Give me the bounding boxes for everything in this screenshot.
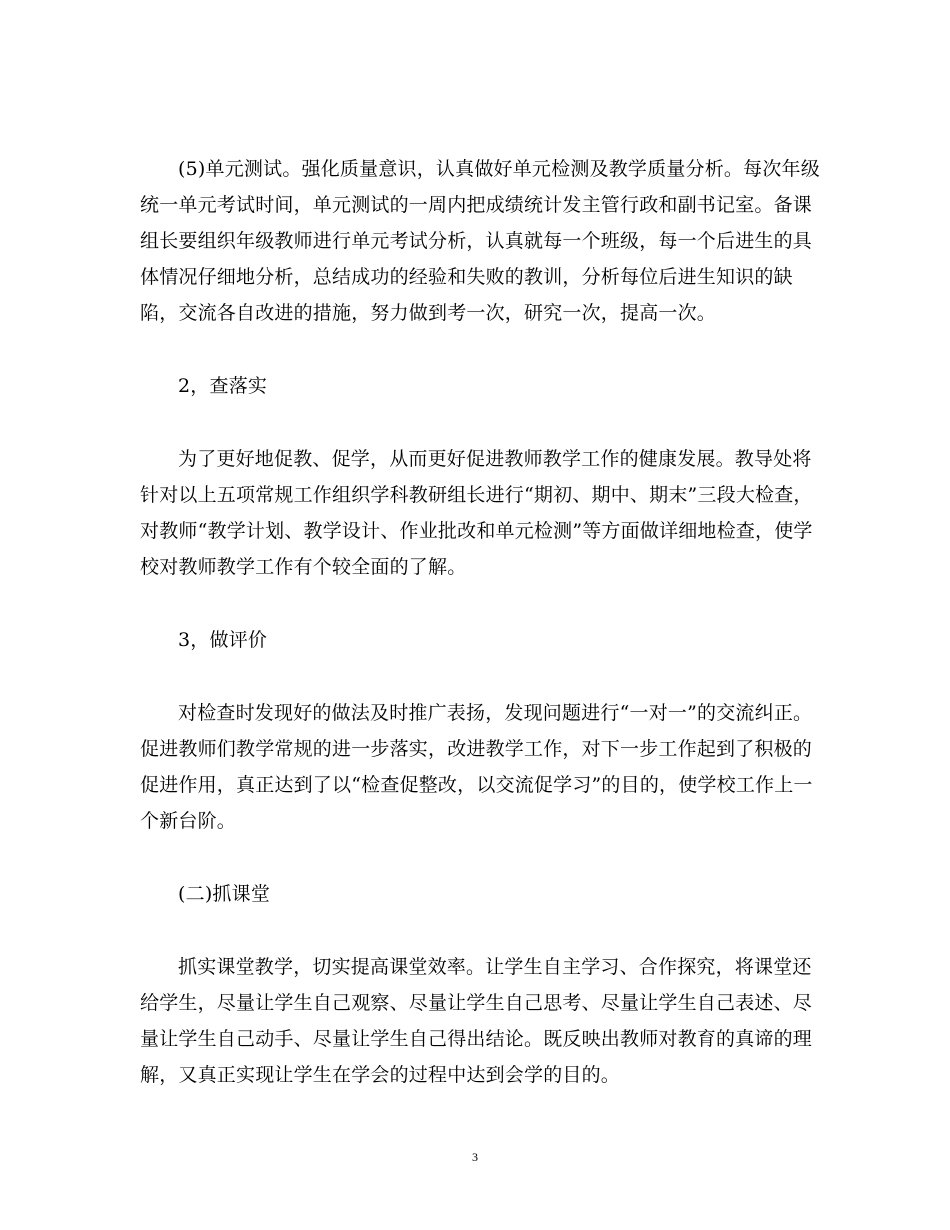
text-line: 陷，交流各自改进的措施，努力做到考一次，研究一次，提高一次。 <box>140 302 717 324</box>
text-line: 促进教师们教学常规的进一步落实，改进教学工作，对下一步工作起到了积极的 <box>140 738 813 760</box>
text-line: 为了更好地促教、促学，从而更好促进教师教学工作的健康发展。教导处将 <box>178 448 812 470</box>
text-line: 解，又真正实现让学生在学会的过程中达到会学的目的。 <box>140 1064 621 1086</box>
text-line: 对教师“教学计划、教学设计、作业批改和单元检测”等方面做详细地检查，使学 <box>140 520 813 542</box>
text-line: 校对教师教学工作有个较全面的了解。 <box>140 556 467 578</box>
text-line: (5)单元测试。强化质量意识，认真做好单元检测及教学质量分析。每次年级 <box>178 158 820 180</box>
text-line: 针对以上五项常规工作组织学科教研组长进行“期初、期中、期末”三段大检查， <box>140 484 813 506</box>
section-heading-evaluate: 3，做评价 <box>178 629 268 651</box>
page-number: 3 <box>472 1150 478 1164</box>
section-heading-check: 2，查落实 <box>178 375 268 397</box>
text-line: 统一单元考试时间，单元测试的一周内把成绩统计发主管行政和副书记室。备课 <box>140 194 813 216</box>
text-line: 抓实课堂教学，切实提高课堂效率。让学生自主学习、合作探究，将课堂还 <box>178 956 812 978</box>
section-heading-classroom: (二)抓课堂 <box>178 883 271 905</box>
text-line: 个新台阶。 <box>140 810 237 832</box>
text-line: 体情况仔细地分析，总结成功的经验和失败的教训，分析每位后进生知识的缺 <box>140 266 793 288</box>
text-line: 组长要组织年级教师进行单元考试分析，认真就每一个班级，每一个后进生的具 <box>140 230 813 252</box>
text-line: 对检查时发现好的做法及时推广表扬，发现问题进行“一对一”的交流纠正。 <box>178 702 813 724</box>
text-line: 给学生，尽量让学生自己观察、尽量让学生自己思考、尽量让学生自己表述、尽 <box>140 992 813 1014</box>
text-line: 促进作用，真正达到了以“检查促整改，以交流促学习”的目的，使学校工作上一 <box>140 774 813 796</box>
text-line: 量让学生自己动手、尽量让学生自己得出结论。既反映出教师对教育的真谛的理 <box>140 1028 813 1050</box>
